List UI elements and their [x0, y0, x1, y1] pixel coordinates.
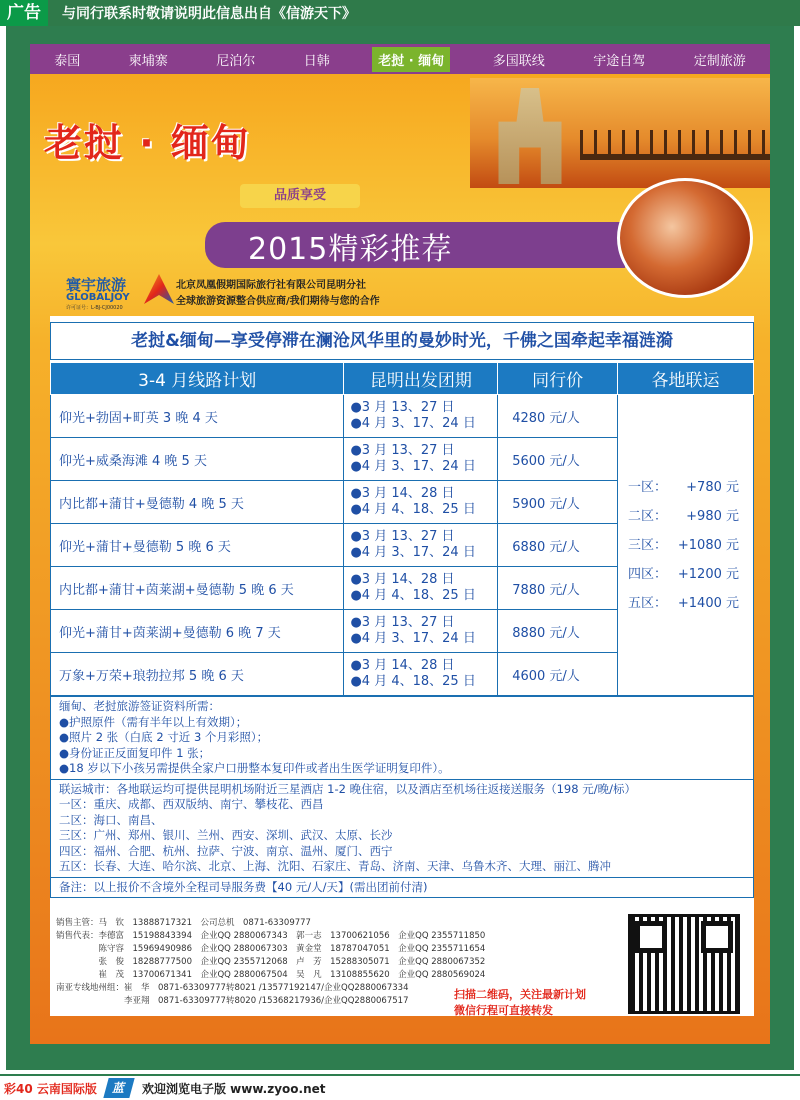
- qr-code[interactable]: [628, 914, 740, 1014]
- table-row: [51, 395, 754, 438]
- route-price: 5600 元/人: [498, 438, 618, 481]
- date-line: ●3 月 14、28 日: [350, 486, 455, 501]
- logo-text-cn: 寰宇旅游: [66, 276, 127, 294]
- nav-custom-travel[interactable]: 定制旅游: [693, 53, 746, 69]
- region-row: [628, 589, 753, 618]
- source-notice: 与同行联系时敬请说明此信息出自《信游天下》: [62, 6, 356, 22]
- slogan: 老挝&缅甸—享受停滞在澜沧风华里的曼妙时光，千佛之国牵起幸福涟漪: [50, 322, 754, 360]
- header-dates: 昆明出发团期: [344, 363, 498, 395]
- nav-multi-country[interactable]: 多国联线: [492, 53, 545, 69]
- table-header-row: [51, 363, 754, 395]
- contact-row: 李亚翔 0871-63309777转8020 /15368217936/企业QQ2880067517: [56, 996, 409, 1006]
- company-block: [44, 272, 564, 312]
- top-bar: [0, 0, 800, 26]
- company-name: 北京凤凰假期国际旅行社有限公司昆明分社: [176, 280, 366, 291]
- scan-prompt: 扫描二维码，关注最新计划: [454, 988, 586, 1001]
- header-price: 同行价: [498, 363, 618, 395]
- region-zone: 五区：: [628, 595, 668, 611]
- monk-photo: [617, 178, 753, 298]
- date-line: ●3 月 13、27 日: [350, 400, 455, 415]
- region-add: +1200 元: [677, 566, 739, 582]
- region-row: [628, 531, 753, 560]
- quality-badge: 品质享受: [240, 184, 360, 208]
- nav-nepal[interactable]: 尼泊尔: [216, 53, 256, 69]
- date-line: ●3 月 13、27 日: [350, 615, 455, 630]
- route-name: 仰光+勃固+町英 3 晚 4 天: [51, 395, 344, 438]
- hero-title: 老挝 · 缅甸: [44, 121, 251, 165]
- route-price: 7880 元/人: [498, 567, 618, 610]
- header-transfer: 各地联运: [618, 363, 754, 395]
- route-name: 万象+万荣+琅勃拉邦 5 晚 6 天: [51, 653, 344, 696]
- route-price: 8880 元/人: [498, 610, 618, 653]
- transfer-title: 联运城市：各地联运均可提供昆明机场附近三星酒店 1-2 晚住宿，以及酒店至机场往返接送服务（198 元/晚/标）: [59, 781, 636, 796]
- contact-row: 销售代表：李德富 15198843394 企业QQ 2880067343 郭一志 13700621056 企业QQ 2355711850: [56, 931, 486, 941]
- edition-badge: 蓝: [103, 1078, 134, 1098]
- page-footer: [0, 1074, 800, 1100]
- region-zone: 三区：: [628, 537, 668, 553]
- region-row: [628, 560, 753, 589]
- visa-item: ●18 岁以下小孩另需提供全家户口册整本复印件或者出生医学证明复印件）。: [59, 761, 450, 775]
- page-number: 彩40 云南国际版: [4, 1082, 97, 1096]
- license-number: 许可证号：L-BJ-CJ00020: [66, 305, 123, 311]
- region-row: [628, 473, 753, 502]
- company-logo-icon: [144, 274, 174, 304]
- region-add: +780 元: [686, 479, 739, 495]
- recommend-title: 2015精彩推荐: [248, 232, 453, 267]
- route-price: 5900 元/人: [498, 481, 618, 524]
- route-price: 6880 元/人: [498, 524, 618, 567]
- nav-self-drive[interactable]: 宇途自驾: [593, 53, 646, 69]
- region-surcharges: [618, 395, 754, 696]
- region-add: +1400 元: [677, 595, 739, 611]
- date-line: ●4 月 3、17、24 日: [350, 459, 476, 474]
- visa-item: ●身份证正反面复印件 1 张；: [59, 745, 211, 760]
- nav-thailand[interactable]: 泰国: [54, 53, 81, 69]
- footer-link-text[interactable]: 欢迎浏览电子版 www.zyoo.net: [142, 1082, 326, 1096]
- destination-nav: [30, 44, 770, 74]
- region-zone: 一区：: [628, 479, 668, 495]
- route-price: 4600 元/人: [498, 653, 618, 696]
- region-zone: 二区：: [628, 508, 668, 524]
- header-route: 3-4 月线路计划: [51, 363, 344, 395]
- company-tagline: 全球旅游资源整合供应商/我们期待与您的合作: [176, 296, 380, 307]
- route-name: 仰光+蒲甘+曼德勒 5 晚 6 天: [51, 524, 344, 567]
- departure-dates: [344, 610, 498, 653]
- price-note: [51, 877, 753, 898]
- departure-dates: [344, 653, 498, 696]
- visa-item: ●照片 2 张（白底 2 寸近 3 个月彩照）；: [59, 730, 269, 744]
- contact-row: 销售主管：马 钦 13888717321 公司总机 0871-63309777: [56, 918, 311, 928]
- info-section: [50, 696, 754, 898]
- date-line: ●4 月 3、17、24 日: [350, 545, 476, 560]
- visa-title: 缅甸、老挝旅游签证资料所需：: [59, 699, 220, 713]
- transfer-zone: 一区：重庆、成都、西双版纳、南宁、攀枝花、西昌: [59, 797, 324, 811]
- transfer-cities: [51, 779, 753, 877]
- nav-japan-korea[interactable]: 日韩: [303, 53, 330, 69]
- visa-item: ●护照原件（需有半年以上有效期）；: [59, 714, 248, 729]
- date-line: ●3 月 14、28 日: [350, 658, 455, 673]
- visa-requirements: [51, 696, 753, 779]
- route-table: [50, 362, 754, 696]
- contact-row: 南亚专线地州组：崔 华 0871-63309777转8021 /13577192147/企业QQ2880067334: [56, 983, 409, 993]
- date-line: ●4 月 4、18、25 日: [350, 674, 476, 689]
- transfer-zone: 五区：长春、大连、哈尔滨、北京、上海、沈阳、石家庄、青岛、济南、天津、乌鲁木齐、大理、丽江、腾冲: [59, 859, 611, 873]
- wechat-prompt: 微信行程可直接转发: [454, 1004, 553, 1017]
- transfer-zone: 三区：广州、郑州、银川、兰州、西安、深圳、武汉、太原、长沙: [59, 828, 393, 842]
- departure-dates: [344, 524, 498, 567]
- ad-label: 广告: [0, 0, 48, 26]
- route-name: 内比都+蒲甘+茵莱湖+曼德勒 5 晚 6 天: [51, 567, 344, 610]
- contact-row: 张 俊 18288777500 企业QQ 2355712068 卢 芳 15288305071 企业QQ 2880067352: [56, 957, 486, 967]
- region-add: +1080 元: [677, 537, 739, 553]
- contact-row: 崔 茂 13700671341 企业QQ 2880067504 吴 凡 13108855620 企业QQ 2880569024: [56, 970, 486, 980]
- date-line: ●3 月 13、27 日: [350, 529, 455, 544]
- route-name: 仰光+蒲甘+茵莱湖+曼德勒 6 晚 7 天: [51, 610, 344, 653]
- departure-dates: [344, 395, 498, 438]
- departure-dates: [344, 438, 498, 481]
- route-name: 内比都+蒲甘+曼德勒 4 晚 5 天: [51, 481, 344, 524]
- transfer-zone: 四区：福州、合肥、杭州、拉萨、宁波、南京、温州、厦门、西宁: [59, 843, 393, 858]
- region-row: [628, 502, 753, 531]
- nav-cambodia[interactable]: 柬埔寨: [128, 53, 168, 69]
- transfer-zone: 二区：海口、南昌、: [59, 812, 163, 827]
- note-text: 备注：以上报价不含境外全程司导服务费【40 元/人/天】(需出团前付清): [59, 879, 428, 894]
- logo-text-en: GLOBALJOY: [66, 292, 130, 303]
- departure-dates: [344, 567, 498, 610]
- date-line: ●4 月 4、18、25 日: [350, 588, 476, 603]
- date-line: ●3 月 14、28 日: [350, 572, 455, 587]
- date-line: ●4 月 3、17、24 日: [350, 631, 476, 646]
- date-line: ●4 月 3、17、24 日: [350, 416, 476, 431]
- contact-row: 陈守容 15969490986 企业QQ 2880067303 黄金堂 18787047051 企业QQ 2355711654: [56, 944, 486, 954]
- date-line: ●3 月 13、27 日: [350, 443, 455, 458]
- nav-laos-myanmar[interactable]: 老挝 · 缅甸: [372, 47, 450, 72]
- route-price: 4280 元/人: [498, 395, 618, 438]
- region-add: +980 元: [686, 508, 739, 524]
- route-name: 仰光+威桑海滩 4 晚 5 天: [51, 438, 344, 481]
- departure-dates: [344, 481, 498, 524]
- bridge-image: [580, 130, 770, 160]
- date-line: ●4 月 4、18、25 日: [350, 502, 476, 517]
- region-zone: 四区：: [628, 566, 668, 582]
